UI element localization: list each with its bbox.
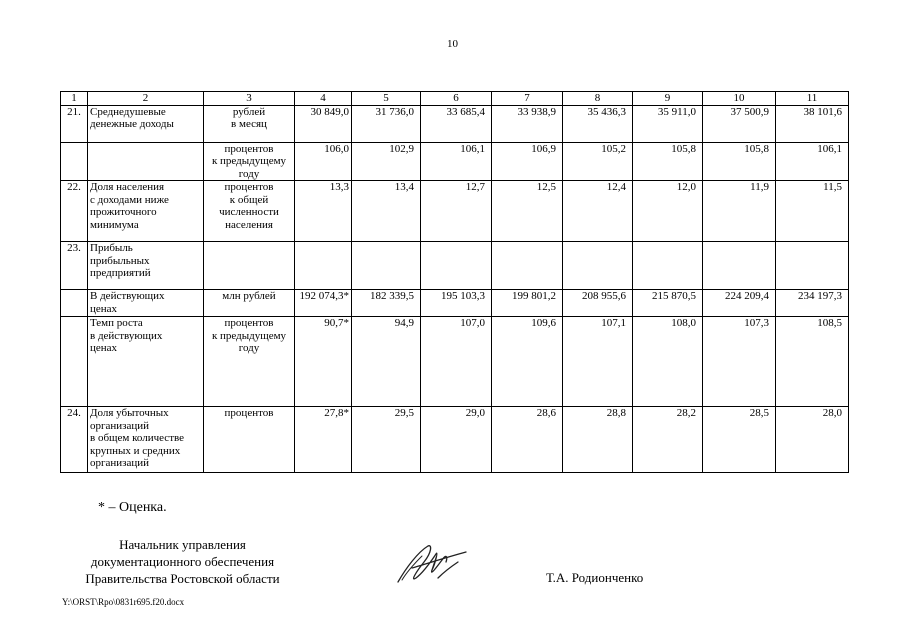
column-header: 5 bbox=[352, 92, 421, 106]
footnote: * – Оценка. bbox=[98, 500, 167, 515]
column-header: 4 bbox=[295, 92, 352, 106]
value-cell: 224 209,4 bbox=[703, 290, 776, 317]
unit-cell: млн рублей bbox=[204, 290, 295, 317]
value-cell: 12,4 bbox=[563, 181, 633, 242]
table-body bbox=[61, 92, 849, 473]
indicator-name: Доля населения с доходами ниже прожиточного минимума bbox=[88, 181, 204, 242]
value-cell: 30 849,0 bbox=[295, 105, 352, 142]
value-cell: 107,0 bbox=[421, 317, 492, 407]
value-cell: 28,0 bbox=[776, 407, 849, 473]
value-cell: 192 074,3* bbox=[295, 290, 352, 317]
unit-cell: процентов к предыдущему году bbox=[204, 317, 295, 407]
row-index: 24. bbox=[61, 407, 88, 473]
value-cell: 29,0 bbox=[421, 407, 492, 473]
value-cell: 28,6 bbox=[492, 407, 563, 473]
column-header: 1 bbox=[61, 92, 88, 106]
value-cell: 105,8 bbox=[703, 142, 776, 181]
row-index bbox=[61, 317, 88, 407]
signatory-position bbox=[60, 536, 305, 587]
value-cell: 215 870,5 bbox=[633, 290, 703, 317]
unit-cell: рублей в месяц bbox=[204, 105, 295, 142]
handwritten-signature bbox=[392, 538, 472, 588]
value-cell: 27,8* bbox=[295, 407, 352, 473]
position-line: Правительства Ростовской области bbox=[85, 571, 280, 586]
value-cell: 107,1 bbox=[563, 317, 633, 407]
signatory-name: Т.А. Родионченко bbox=[546, 570, 644, 585]
column-header: 9 bbox=[633, 92, 703, 106]
value-cell: 234 197,3 bbox=[776, 290, 849, 317]
row-index bbox=[61, 290, 88, 317]
value-cell: 102,9 bbox=[352, 142, 421, 181]
row-index bbox=[61, 142, 88, 181]
value-cell: 195 103,3 bbox=[421, 290, 492, 317]
value-cell: 12,5 bbox=[492, 181, 563, 242]
value-cell: 28,2 bbox=[633, 407, 703, 473]
value-cell bbox=[776, 242, 849, 290]
value-cell: 109,6 bbox=[492, 317, 563, 407]
unit-cell: процентов bbox=[204, 407, 295, 473]
value-cell: 28,8 bbox=[563, 407, 633, 473]
value-cell: 108,0 bbox=[633, 317, 703, 407]
value-cell: 182 339,5 bbox=[352, 290, 421, 317]
value-cell: 199 801,2 bbox=[492, 290, 563, 317]
value-cell: 106,0 bbox=[295, 142, 352, 181]
value-cell bbox=[352, 242, 421, 290]
value-cell: 33 685,4 bbox=[421, 105, 492, 142]
value-cell: 12,0 bbox=[633, 181, 703, 242]
table-header-row bbox=[61, 92, 849, 106]
column-header: 3 bbox=[204, 92, 295, 106]
table-row bbox=[61, 290, 849, 317]
value-cell: 37 500,9 bbox=[703, 105, 776, 142]
value-cell: 11,9 bbox=[703, 181, 776, 242]
table-row bbox=[61, 242, 849, 290]
value-cell: 107,3 bbox=[703, 317, 776, 407]
indicator-name: Среднедушевые денежные доходы bbox=[88, 105, 204, 142]
value-cell: 29,5 bbox=[352, 407, 421, 473]
indicator-name: Темп роста в действующих ценах bbox=[88, 317, 204, 407]
value-cell bbox=[563, 242, 633, 290]
column-header: 7 bbox=[492, 92, 563, 106]
position-line: документационного обеспечения bbox=[90, 554, 275, 569]
table-row bbox=[61, 317, 849, 407]
value-cell: 208 955,6 bbox=[563, 290, 633, 317]
indicator-name: Прибыль прибыльных предприятий bbox=[88, 242, 204, 290]
unit-cell: процентов к общей численности населения bbox=[204, 181, 295, 242]
table-row bbox=[61, 105, 849, 142]
table-row bbox=[61, 407, 849, 473]
value-cell: 13,3 bbox=[295, 181, 352, 242]
table-row bbox=[61, 181, 849, 242]
column-header: 10 bbox=[703, 92, 776, 106]
page-number: 10 bbox=[447, 38, 458, 50]
row-index: 21. bbox=[61, 105, 88, 142]
value-cell: 90,7* bbox=[295, 317, 352, 407]
value-cell: 12,7 bbox=[421, 181, 492, 242]
indicator-name bbox=[88, 142, 204, 181]
unit-cell: процентов к предыдущему году bbox=[204, 142, 295, 181]
position-line: Начальник управления bbox=[119, 537, 246, 552]
value-cell: 108,5 bbox=[776, 317, 849, 407]
file-path: Y:\ORST\Rpo\0831r695.f20.docx bbox=[62, 597, 185, 607]
value-cell: 38 101,6 bbox=[776, 105, 849, 142]
value-cell: 105,2 bbox=[563, 142, 633, 181]
column-header: 8 bbox=[563, 92, 633, 106]
value-cell: 35 436,3 bbox=[563, 105, 633, 142]
column-header: 2 bbox=[88, 92, 204, 106]
table-row bbox=[61, 142, 849, 181]
value-cell bbox=[295, 242, 352, 290]
value-cell bbox=[421, 242, 492, 290]
value-cell: 106,1 bbox=[421, 142, 492, 181]
column-header: 6 bbox=[421, 92, 492, 106]
value-cell: 94,9 bbox=[352, 317, 421, 407]
value-cell bbox=[703, 242, 776, 290]
indicators-table bbox=[60, 91, 849, 473]
value-cell: 11,5 bbox=[776, 181, 849, 242]
value-cell: 106,9 bbox=[492, 142, 563, 181]
indicator-name: В действующих ценах bbox=[88, 290, 204, 317]
value-cell: 13,4 bbox=[352, 181, 421, 242]
value-cell: 28,5 bbox=[703, 407, 776, 473]
value-cell: 33 938,9 bbox=[492, 105, 563, 142]
value-cell: 35 911,0 bbox=[633, 105, 703, 142]
value-cell: 106,1 bbox=[776, 142, 849, 181]
value-cell: 105,8 bbox=[633, 142, 703, 181]
row-index: 23. bbox=[61, 242, 88, 290]
row-index: 22. bbox=[61, 181, 88, 242]
indicator-name: Доля убыточных организаций в общем количестве крупных и средних организаций bbox=[88, 407, 204, 473]
value-cell: 31 736,0 bbox=[352, 105, 421, 142]
value-cell bbox=[492, 242, 563, 290]
column-header: 11 bbox=[776, 92, 849, 106]
unit-cell bbox=[204, 242, 295, 290]
value-cell bbox=[633, 242, 703, 290]
